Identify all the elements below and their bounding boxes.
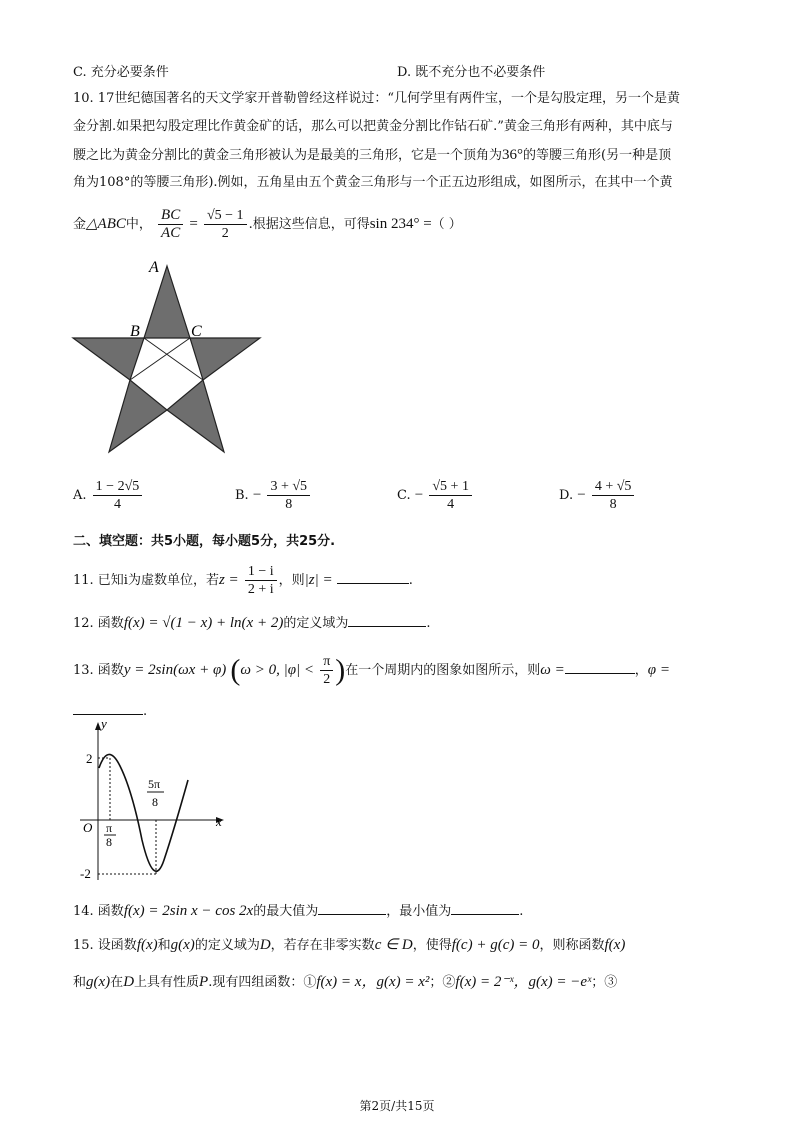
q13-phi-blank[interactable] [73, 700, 143, 715]
q10-line-2: 金分割.如果把勾股定理比作黄金矿的话，那么可以把黄金分割比作钻石矿.”黄金三角形有两种，其中底与 [73, 119, 673, 134]
q11-answer-blank[interactable] [337, 569, 409, 584]
q10-line-3: 腰之比为黄金分割比的黄金三角形被认为是最美的三角形，它是一个顶角为36°的等腰三角形(另一种是顶 [73, 147, 672, 163]
q10-line-1: 10. 17世纪德国著名的天文学家开普勒曾经这样说过：“几何学里有两件宝，一个是勾股定理，另一个是黄 [73, 91, 680, 106]
q10-line-5: 金△ABC中， $\frac{BC}{AC}$ = $\frac{√5 - 1}{2}$ .根据这些信息，可得sin 234° =（ ） [73, 207, 462, 241]
q13-line-2: . [73, 700, 147, 722]
sin-234-expression: sin 234° = [369, 216, 432, 232]
q15-line-1: 15. 设函数f(x)和g(x)的定义域为D，若存在非零实数c ∈ D，使得f(c) + g(c) = 0，则称函数f(x) [73, 937, 626, 953]
q10-line-4: 角为108°的等腰三角形).例如，五角星由五个黄金三角形与一个正五边形组成，如图所示，在其中一个黄 [73, 175, 673, 190]
angle-36: 36° [502, 147, 524, 163]
q14: 14. 函数f(x) = 2sin x − cos 2x的最大值为 ，最小值为 . [73, 900, 523, 922]
q15-line-2: 和g(x)在D上具有性质P.现有四组函数：①f(x) = x，g(x) = x²；②f(x) = 2⁻ˣ，g(x) = −eˣ；③ [73, 974, 618, 990]
q9-option-c: C. 充分必要条件 [73, 65, 169, 80]
pentagram-figure [60, 250, 280, 470]
q10-option-a: A. $\frac{1 - 2√5}{4}$ [73, 478, 144, 513]
y-max-label: 2 [86, 751, 93, 766]
q14-expression: f(x) = 2sin x − cos 2x [123, 903, 254, 919]
q10-option-c: C. − $\frac{√5 + 1}{4}$ [397, 478, 474, 513]
section-2-title: 二、填空题：共5小题，每小题5分，共25分. [73, 534, 336, 549]
q14-min-blank[interactable] [451, 900, 519, 915]
x2-num: 5π [148, 777, 161, 791]
q10-option-b: B. − $\frac{3 + √5}{8}$ [235, 478, 312, 513]
x2-den: 8 [152, 795, 158, 809]
q12: 12. 函数f(x) = √(1 − x) + ln(x + 2)的定义域为 . [73, 612, 430, 634]
sine-graph [70, 720, 240, 890]
x-label: x [216, 814, 222, 829]
x1-den: 8 [106, 835, 112, 849]
y-min-label: -2 [80, 866, 91, 881]
golden-ratio-fraction: $\frac{√5 - 1}{2}$ [204, 207, 247, 242]
sine-curve [99, 754, 188, 871]
bc-over-ac-fraction: $\frac{BC}{AC}$ [158, 207, 183, 242]
q9-option-d: D. 既不充分也不必要条件 [397, 65, 546, 80]
page-number: 第2页/共15页 [359, 1099, 435, 1113]
q14-max-blank[interactable] [318, 900, 386, 915]
q10-option-d: D. − $\frac{4 + √5}{8}$ [559, 478, 636, 513]
q11: 11. 已知i为虚数单位，若z = $\frac{1 - i}{2 + i}$ ，则|z| = . [73, 564, 413, 597]
label-a: A [149, 259, 159, 276]
q13-omega-blank[interactable] [565, 659, 635, 674]
label-b: B [130, 323, 140, 340]
triangle-abc: △ABC [86, 216, 126, 232]
label-c: C [191, 323, 202, 340]
q12-expression: f(x) = √(1 − x) + ln(x + 2) [123, 615, 284, 631]
q13: 13. 函数y = 2sin(ωx + φ) (ω > 0, |φ| < $\frac{\pi}{2}$ )在一个周期内的图象如图所示，则ω = ，φ = [73, 653, 670, 687]
y-label: y [101, 720, 107, 731]
q11-fraction: $\frac{1 - i}{2 + i}$ [245, 563, 277, 598]
origin-label: O [83, 820, 93, 835]
q12-answer-blank[interactable] [348, 612, 426, 627]
x1-num: π [106, 821, 113, 835]
